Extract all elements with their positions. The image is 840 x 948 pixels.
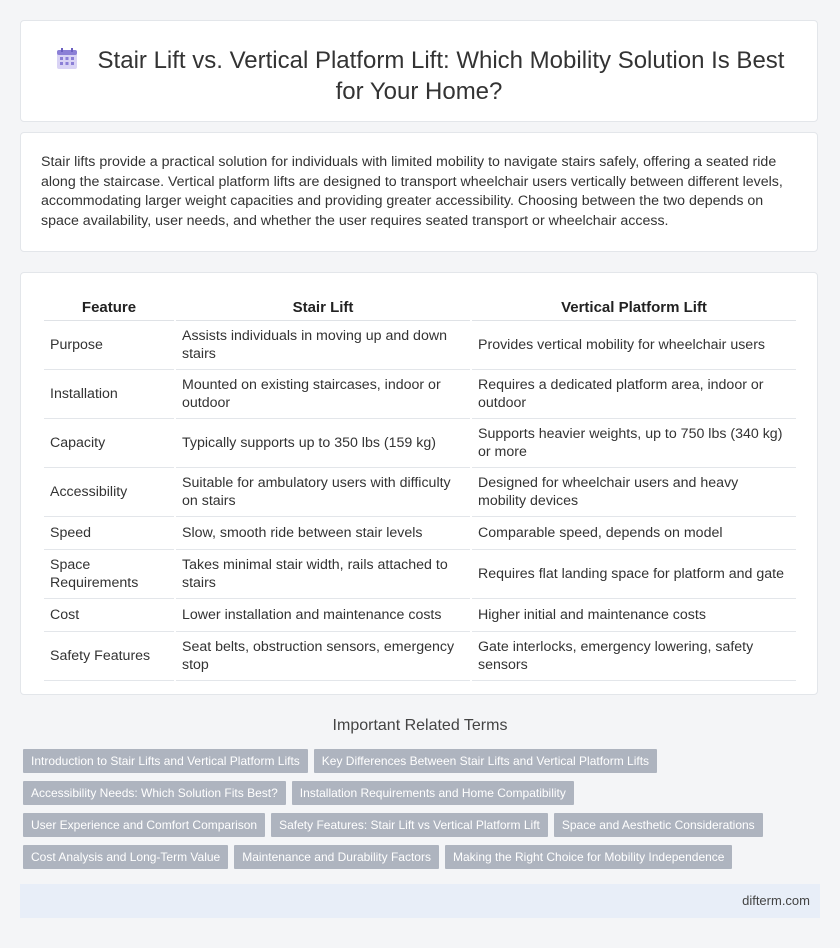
feature-cell: Speed <box>44 517 174 550</box>
stair-lift-cell: Takes minimal stair width, rails attached to stairs <box>176 550 470 599</box>
intro-card <box>20 132 818 252</box>
feature-cell: Purpose <box>44 321 174 370</box>
title-card <box>20 20 818 122</box>
related-term-tag[interactable]: Safety Features: Stair Lift vs Vertical Platform Lift <box>271 813 548 837</box>
feature-cell: Cost <box>44 599 174 632</box>
stair-lift-cell: Mounted on existing staircases, indoor or outdoor <box>176 370 470 419</box>
platform-lift-cell: Requires a dedicated platform area, indoor or outdoor <box>472 370 796 419</box>
stair-lift-cell: Slow, smooth ride between stair levels <box>176 517 470 550</box>
feature-cell: Safety Features <box>44 632 174 681</box>
platform-lift-cell: Comparable speed, depends on model <box>472 517 796 550</box>
table-row <box>44 599 796 632</box>
related-terms-title: Important Related Terms <box>332 717 508 734</box>
feature-cell: Capacity <box>44 419 174 468</box>
platform-lift-cell: Designed for wheelchair users and heavy mobility devices <box>472 468 796 517</box>
related-term-tag[interactable]: Installation Requirements and Home Compatibility <box>292 781 574 805</box>
calendar-icon <box>54 48 80 70</box>
platform-lift-cell: Provides vertical mobility for wheelchair users <box>472 321 796 370</box>
feature-cell: Installation <box>44 370 174 419</box>
footer-site-link[interactable]: difterm.com <box>742 893 810 908</box>
related-term-tag[interactable]: Space and Aesthetic Considerations <box>554 813 763 837</box>
header-stair-lift: Stair Lift <box>176 297 470 321</box>
header-vertical-platform-lift: Vertical Platform Lift <box>472 297 796 321</box>
table-row <box>44 419 796 468</box>
comparison-table <box>42 297 798 681</box>
comparison-card <box>20 272 818 695</box>
table-header-row <box>44 297 796 321</box>
stair-lift-cell: Assists individuals in moving up and down stairs <box>176 321 470 370</box>
feature-cell: Space Requirements <box>44 550 174 599</box>
related-terms-list <box>23 749 813 877</box>
platform-lift-cell: Higher initial and maintenance costs <box>472 599 796 632</box>
table-row <box>44 370 796 419</box>
stair-lift-cell: Typically supports up to 350 lbs (159 kg) <box>176 419 470 468</box>
page-title-wrap <box>21 45 817 107</box>
related-term-tag[interactable]: Introduction to Stair Lifts and Vertical Platform Lifts <box>23 749 308 773</box>
stair-lift-cell: Lower installation and maintenance costs <box>176 599 470 632</box>
feature-cell: Accessibility <box>44 468 174 517</box>
stair-lift-cell: Suitable for ambulatory users with difficulty on stairs <box>176 468 470 517</box>
platform-lift-cell: Supports heavier weights, up to 750 lbs (340 kg) or more <box>472 419 796 468</box>
table-row <box>44 517 796 550</box>
related-term-tag[interactable]: User Experience and Comfort Comparison <box>23 813 265 837</box>
table-row <box>44 632 796 681</box>
related-term-tag[interactable]: Accessibility Needs: Which Solution Fits Best? <box>23 781 286 805</box>
header-feature: Feature <box>44 297 174 321</box>
stair-lift-cell: Seat belts, obstruction sensors, emergency stop <box>176 632 470 681</box>
platform-lift-cell: Gate interlocks, emergency lowering, safety sensors <box>472 632 796 681</box>
related-term-tag[interactable]: Making the Right Choice for Mobility Independence <box>445 845 733 869</box>
related-term-tag[interactable]: Maintenance and Durability Factors <box>234 845 439 869</box>
table-row <box>44 468 796 517</box>
related-term-tag[interactable]: Cost Analysis and Long-Term Value <box>23 845 228 869</box>
table-row <box>44 321 796 370</box>
table-row <box>44 550 796 599</box>
platform-lift-cell: Requires flat landing space for platform and gate <box>472 550 796 599</box>
related-term-tag[interactable]: Key Differences Between Stair Lifts and Vertical Platform Lifts <box>314 749 657 773</box>
footer <box>20 884 820 918</box>
page-title: Stair Lift vs. Vertical Platform Lift: Which Mobility Solution Is Best for Your Home? <box>97 47 785 105</box>
intro-paragraph: Stair lifts provide a practical solution for individuals with limited mobility to navigate stairs safely, offering a seated ride along the staircase. Vertical platform lifts are designed to transport wheelchair users vertically between different levels, accommodating larger weight capacities and providing greater accessibility. Choosing between the two depends on space availability, user needs, and whether the user requires seated transport or wheelchair access. <box>41 154 783 229</box>
